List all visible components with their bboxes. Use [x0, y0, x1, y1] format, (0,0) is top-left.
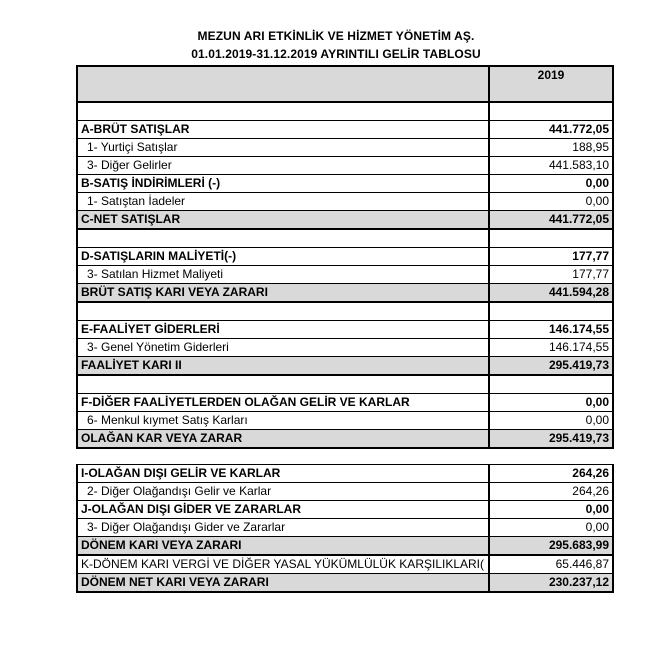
- row-value: 264,26: [489, 483, 613, 501]
- row-label: BRÜT SATIŞ KARI VEYA ZARARI: [77, 284, 489, 303]
- row-value: 295.419,73: [489, 430, 613, 449]
- row-label: K-DÖNEM KARI VERGİ VE DİĞER YASAL YÜKÜMLÜLÜK KARŞILIKLARI(: [77, 555, 489, 574]
- table-header-row: [77, 66, 613, 102]
- row-value: 0,00: [489, 394, 613, 412]
- table-row: [77, 321, 613, 339]
- row-value: 146.174,55: [489, 321, 613, 339]
- row-value: [489, 229, 613, 248]
- table-row: [77, 139, 613, 157]
- row-label: 3- Diğer Gelirler: [77, 157, 489, 175]
- header-label-cell: [77, 66, 489, 102]
- row-value: [489, 302, 613, 321]
- table-row: [77, 537, 613, 556]
- row-label: 2- Diğer Olağandışı Gelir ve Karlar: [77, 483, 489, 501]
- table-row: [77, 211, 613, 230]
- row-label: [77, 375, 489, 394]
- row-label: [77, 229, 489, 248]
- row-label: 3- Satılan Hizmet Maliyeti: [77, 266, 489, 284]
- year-header: 2019: [489, 66, 613, 102]
- table-row: [77, 248, 613, 266]
- table-row: [77, 448, 613, 465]
- row-label: [77, 302, 489, 321]
- table-row: [77, 229, 613, 248]
- row-value: [489, 375, 613, 394]
- table-row: [77, 465, 613, 483]
- row-label: 1- Yurtiçi Satışlar: [77, 139, 489, 157]
- row-value: 441.772,05: [489, 211, 613, 230]
- row-value: 65.446,87: [489, 555, 613, 574]
- row-value: 177,77: [489, 266, 613, 284]
- row-label: [77, 102, 489, 121]
- row-label: 3- Genel Yönetim Giderleri: [77, 339, 489, 357]
- table-row: [77, 555, 613, 574]
- row-value: 295.683,99: [489, 537, 613, 556]
- row-value: 441.594,28: [489, 284, 613, 303]
- row-value: 0,00: [489, 519, 613, 537]
- table-row: [77, 121, 613, 139]
- row-value: [489, 102, 613, 121]
- row-label: F-DİĞER FAALİYETLERDEN OLAĞAN GELİR VE KARLAR: [77, 394, 489, 412]
- row-label: 3- Diğer Olağandışı Gider ve Zararlar: [77, 519, 489, 537]
- table-row: [77, 339, 613, 357]
- row-label: FAALİYET KARI II: [77, 357, 489, 376]
- row-label: [77, 448, 489, 465]
- row-value: 0,00: [489, 193, 613, 211]
- report-subtitle: 01.01.2019-31.12.2019 AYRINTILI GELİR TABLOSU: [191, 47, 481, 61]
- table-row: [77, 574, 613, 593]
- table-row: [77, 193, 613, 211]
- row-value: 230.237,12: [489, 574, 613, 593]
- row-value: 188,95: [489, 139, 613, 157]
- row-value: 0,00: [489, 412, 613, 430]
- row-value: 295.419,73: [489, 357, 613, 376]
- row-value: 146.174,55: [489, 339, 613, 357]
- row-value: 441.772,05: [489, 121, 613, 139]
- table-row: [77, 412, 613, 430]
- row-label: C-NET SATIŞLAR: [77, 211, 489, 230]
- table-row: [77, 102, 613, 121]
- row-label: B-SATIŞ İNDİRİMLERİ (-): [77, 175, 489, 193]
- row-label: OLAĞAN KAR VEYA ZARAR: [77, 430, 489, 449]
- row-label: 1- Satıştan İadeler: [77, 193, 489, 211]
- row-label: DÖNEM NET KARI VEYA ZARARI: [77, 574, 489, 593]
- table-row: [77, 394, 613, 412]
- row-value: 0,00: [489, 175, 613, 193]
- table-row: [77, 175, 613, 193]
- row-value: 0,00: [489, 501, 613, 519]
- row-label: D-SATIŞLARIN MALİYETİ(-): [77, 248, 489, 266]
- table-row: [77, 266, 613, 284]
- row-value: 441.583,10: [489, 157, 613, 175]
- row-label: 6- Menkul kıymet Satış Karları: [77, 412, 489, 430]
- table-row: [77, 375, 613, 394]
- income-statement-table: [76, 65, 614, 593]
- table-row: [77, 302, 613, 321]
- table-row: [77, 157, 613, 175]
- row-label: DÖNEM KARI VEYA ZARARI: [77, 537, 489, 556]
- row-label: A-BRÜT SATIŞLAR: [77, 121, 489, 139]
- report-title: MEZUN ARI ETKİNLİK VE HİZMET YÖNETİM AŞ.: [197, 29, 475, 43]
- row-value: 177,77: [489, 248, 613, 266]
- table-row: [77, 284, 613, 303]
- row-label: I-OLAĞAN DIŞI GELİR VE KARLAR: [77, 465, 489, 483]
- row-label: J-OLAĞAN DIŞI GİDER VE ZARARLAR: [77, 501, 489, 519]
- table-row: [77, 357, 613, 376]
- row-value: [489, 448, 613, 465]
- table-row: [77, 430, 613, 449]
- row-label: E-FAALİYET GİDERLERİ: [77, 321, 489, 339]
- table-row: [77, 483, 613, 501]
- table-row: [77, 501, 613, 519]
- row-value: 264,26: [489, 465, 613, 483]
- table-row: [77, 519, 613, 537]
